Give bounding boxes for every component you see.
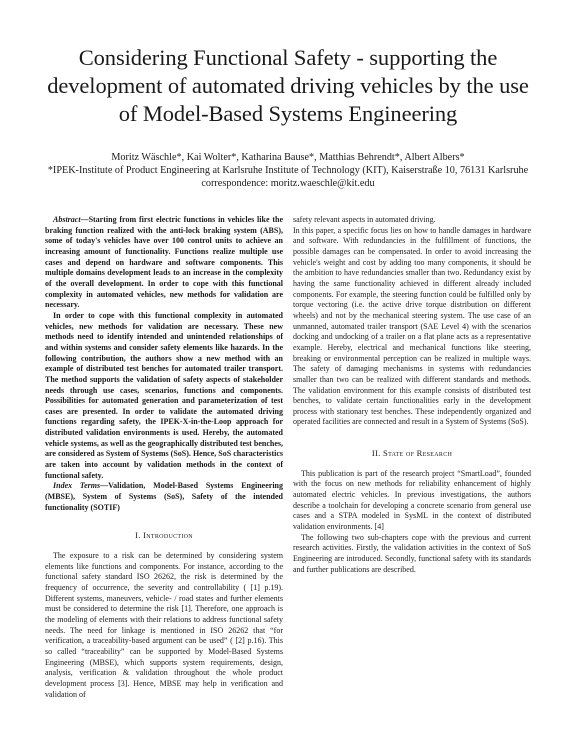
- index-terms: [45, 481, 283, 513]
- paper-title: Considering Functional Safety - supporting the development of automated driving vehicles by the use of Model-Based Systems Engineering: [47, 45, 529, 126]
- author-correspondence: correspondence: moritz.waeschle@kit.edu: [201, 178, 375, 189]
- abstract: [45, 215, 283, 481]
- author-affiliation: *IPEK-Institute of Product Engineering at Karlsruhe Institute of Technology (KIT), Kaiserstraße 10, 76131 Karlsruhe: [47, 165, 529, 176]
- research-paragraph-1: This publication is part of the research project “SmartLoad”, founded with the focus on new methods for reliability enhancement of highly automated electric vehicles. In previous investigations, the authors describe a toolchain for developing a concrete scenario from general use cases and a STPA modeled in SysML in the context of distributed validation environments. [4]: [293, 468, 531, 532]
- right-column: [293, 215, 531, 575]
- intro-paragraph-2: In this paper, a specific focus lies on how to handle damages in hardware and software. With redundancies in the fulfillment of functions, the possible damages can be compensated. In order to avoid increasing the vehicle's weight and cost by adding too many components, it should be the ambition to have redundancies smaller than two. Redundancy exist by having the same functionality achieved in different already included components. For example, the steering function could be fulfilled only by torque vectoring (i.e. the active drive torque distribution on different wheels) and not by the mechanical steering system. The use case of an unmanned, automated trailer transport (SAE Level 4) with the scenarios docking and undocking of a trailer on a flat plane acts as a representative example. Hereby, electrical and mechanical functions like steering, breaking or environmental perception can be realized in multiple ways. The safety of damaging mechanisms in systems with redundancies smaller than two can be realized with different standards and methods. The validation environment for this example consists of distributed test benches, to validate certain functionalities early in the development process with stationary test benches. These independently organized and operated facilities are connected and result in a System of Systems (SoS).: [293, 225, 531, 427]
- author-names: Moritz Wäschle*, Kai Wolter*, Katharina Bause*, Matthias Behrendt*, Albert Albers*: [111, 152, 465, 163]
- intro-paragraph-continued: safety relevant aspects in automated driving.: [293, 215, 436, 224]
- section-heading-introduction: I. Introduction: [135, 530, 193, 541]
- abstract-label: Abstract: [53, 215, 81, 224]
- abstract-paragraph-1: [45, 215, 283, 311]
- abstract-paragraph-2: In order to cope with this functional complexity in automated vehicles, new methods for validation are necessary. These new methods need to identify intended and unintended relationships of and within systems and consider safety elements like hazards. In the following contribution, the authors show a new method with an example of distributed test benches for automated trailer transport. The method supports the validation of safety aspects of stakeholder needs through use cases, scenarios, functions and components. Possibilities for automated generation and parameterization of test cases are presented. In order to validate the automated driving functions regarding safety, the IPEK-X-in-the-Loop approach for distributed validation environments is used. Hereby, the automated vehicle systems, as well as the geographically distributed test benches, are considered as System of Systems (SoS). Hence, SoS characteristics are taken into account by validation methods in the context of functional safety.: [45, 310, 283, 480]
- abstract-text-1: —Starting from first electric functions in vehicles like the braking function realized with the anti-lock braking system (ABS), some of today's vehicles have over 100 control units to achieve an increasing amount of functionality. Functions realize multiple use cases and depend on hardware and software components. This multiple domains development leads to an increase in the complexity of the overall development. In order to cope with this functional complexity in automated vehicles, new methods for validation are necessary.: [45, 215, 283, 310]
- section-heading-state-of-research: II. State of Research: [371, 448, 453, 459]
- intro-paragraph-1: The exposure to a risk can be determined by considering system elements like functions and components. For instance, according to the functional safety standard ISO 26262, the risk is determined by the frequency of occurrence, the severity and controllability ( [1] p.19). Different systems, maneuvers, vehicle- / road states and further elements must be considered to determine the risk [1]. Therefore, one approach is the modeling of elements with their relations to address functional safety needs. The need for linkage is mentioned in ISO 26262 that “for verification, a traceability-based argument can be used” ( [2] p.16). This so called “traceability” can be supported by Model-Based Systems Engineering (MBSE), which supports system requirements, design, analysis, verification & validation throughout the whole product development process [3]. Hence, MBSE may help in verification and validation of: [45, 551, 283, 699]
- index-terms-text: —Validation, Model-Based Systems Engineering (MBSE), System of Systems (SoS), Safety of the intended functionality (SOTIF): [45, 481, 283, 512]
- left-column: [45, 215, 283, 700]
- index-terms-label: Index Terms: [53, 481, 101, 491]
- research-paragraph-2: The following two sub-chapters cope with the previous and current research activities. Firstly, the validation activities in the context of SoS Engineering are introduced. Secondly, functional safety with its standards and further publications are described.: [293, 532, 531, 574]
- author-block: [20, 151, 556, 190]
